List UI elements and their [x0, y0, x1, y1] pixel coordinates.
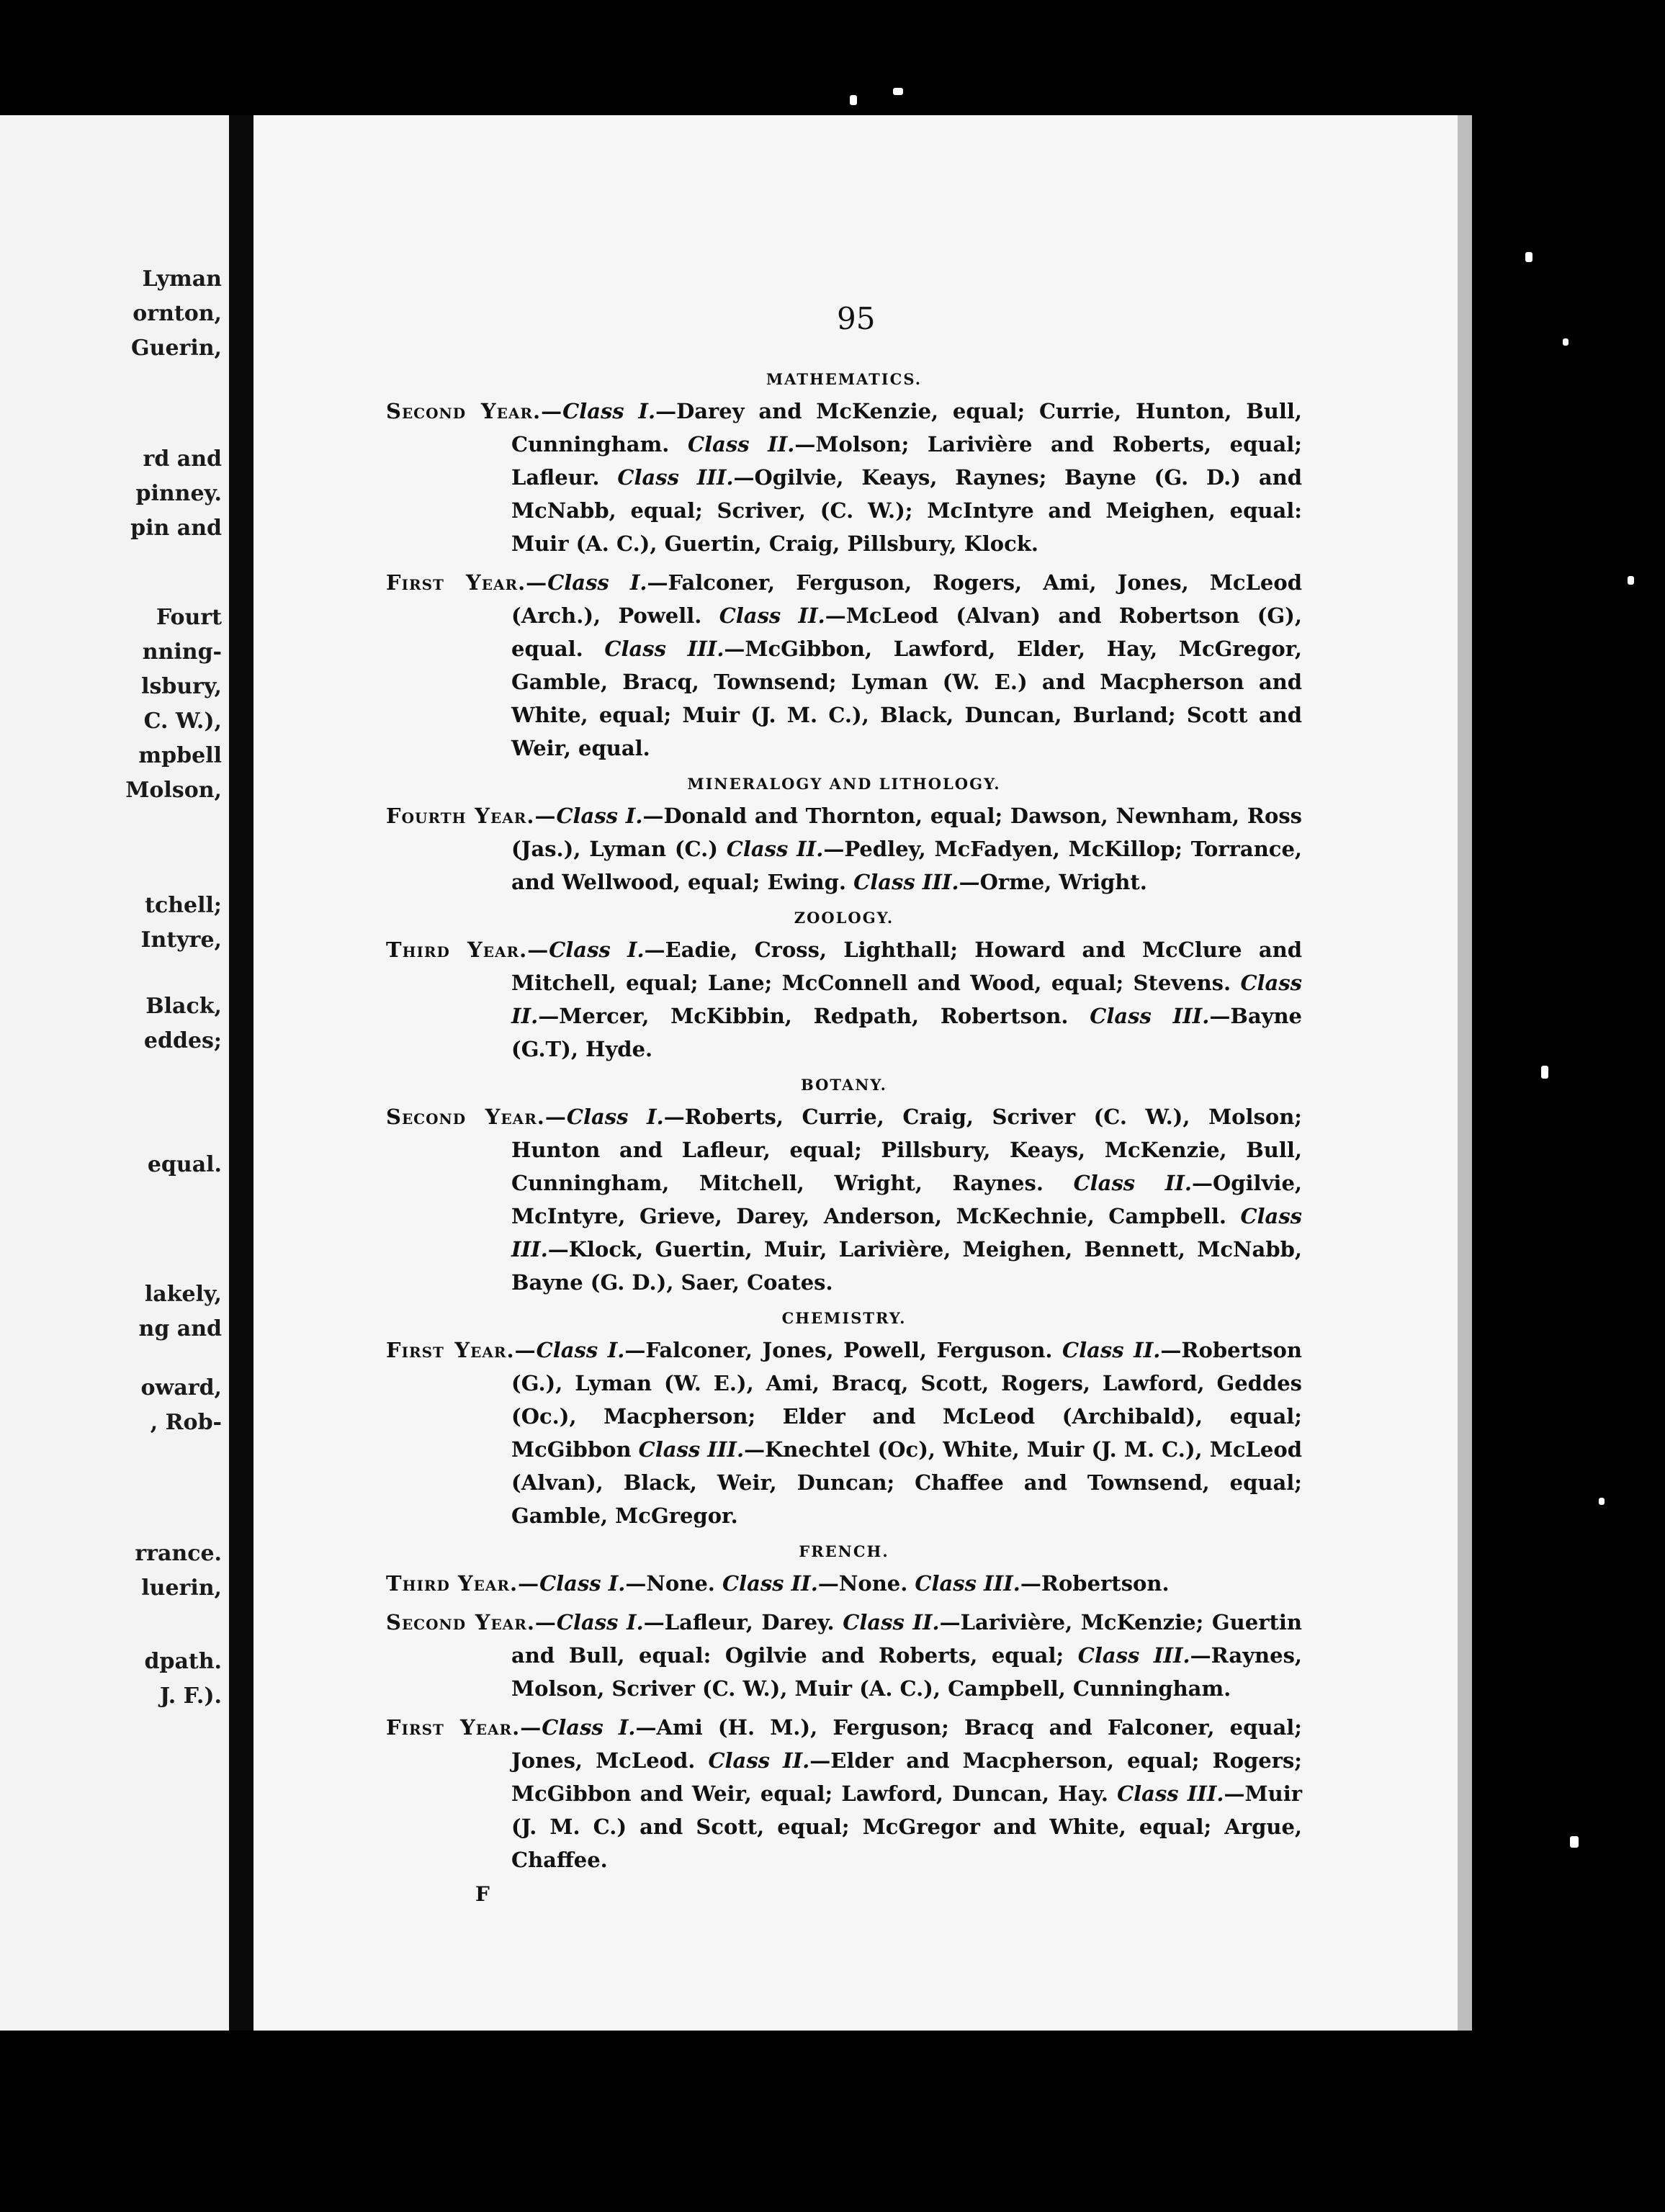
name-list: —Donald and Thornton, equal; Dawson, Newnham, Ross (Jas.), Lyman (C.) — [511, 804, 1302, 861]
left-page-fragment: oward, — [140, 1375, 222, 1401]
class-label: Class III. — [604, 637, 724, 661]
year-entry — [386, 799, 1302, 899]
class-label: Class III. — [1117, 1781, 1224, 1806]
left-page-fragment: lsbury, — [141, 674, 222, 699]
page-number: 95 — [837, 301, 876, 336]
year-label: Second Year.— — [386, 399, 563, 423]
class-label: Class I. — [549, 938, 645, 962]
dust-speck — [1628, 576, 1634, 585]
name-list: —Darey and McKenzie, equal; Currie, Hunton, Bull, Cunningham. — [511, 399, 1302, 457]
name-list: —None. — [817, 1571, 915, 1596]
year-label: First Year.— — [386, 570, 548, 595]
class-label: Class I. — [556, 804, 643, 828]
name-list: —Raynes, Molson, Scriver (C. W.), Muir (A. C.), Campbell, Cunningham. — [511, 1643, 1302, 1701]
class-label: Class I. — [566, 1105, 664, 1129]
class-label: Class III. — [853, 870, 959, 894]
name-list: —Elder and Macpherson, equal; Rogers; McGibbon and Weir, equal; Lawford, Duncan, Hay. — [511, 1748, 1302, 1806]
year-entry — [386, 1606, 1302, 1705]
name-list: —Bayne (G.T), Hyde. — [511, 1004, 1302, 1061]
class-label: Class II. — [687, 432, 795, 457]
year-entry — [386, 1334, 1302, 1532]
dust-speck — [1570, 1836, 1579, 1848]
left-page-fragment: Lyman — [142, 266, 222, 292]
class-label: Class I. — [539, 1571, 626, 1596]
left-page-fragment: Guerin, — [131, 336, 222, 361]
name-list: —Falconer, Ferguson, Rogers, Ami, Jones, McLeod (Arch.), Powell. — [511, 570, 1302, 628]
section-heading: FRENCH. — [799, 1542, 889, 1560]
class-label: Class II. — [1073, 1171, 1192, 1195]
left-page-fragment: Intyre, — [140, 927, 222, 953]
left-page-fragment: Fourt — [156, 605, 222, 630]
name-list: —Orme, Wright. — [959, 870, 1147, 894]
name-list: —McGibbon, Lawford, Elder, Hay, McGregor, Gamble, Bracq, Townsend; Lyman (W. E.) and Macpherson and White, equal; Muir (J. M. C.), Black, Duncan, Burland; Scott and Weir, equal. — [511, 637, 1302, 760]
year-label: Second Year.— — [386, 1105, 567, 1129]
class-label: Class II. — [726, 837, 824, 861]
year-entry — [386, 566, 1302, 765]
left-page-fragment: pin and — [130, 516, 222, 541]
dust-speck — [850, 95, 857, 105]
class-label: Class III. — [511, 1204, 1302, 1262]
left-page-edge — [0, 115, 229, 2031]
page-edge — [1458, 115, 1472, 2031]
left-page-fragment: J. F.). — [159, 1683, 222, 1709]
dust-speck — [1563, 338, 1568, 346]
year-label: First Year.— — [386, 1715, 542, 1740]
name-list: —Robertson. — [1020, 1571, 1170, 1596]
section-heading: MINERALOGY AND LITHOLOGY. — [687, 775, 1001, 793]
year-label: Third Year.— — [386, 1571, 540, 1596]
dust-speck — [893, 88, 903, 95]
name-list: —None. — [625, 1571, 722, 1596]
name-list: —Ogilvie, McIntyre, Grieve, Darey, Anderson, McKechnie, Campbell. — [511, 1171, 1302, 1228]
class-label: Class II. — [1062, 1338, 1161, 1362]
left-page-fragment: rd and — [143, 446, 222, 472]
class-label: Class III. — [617, 465, 734, 490]
year-entry — [386, 1567, 1302, 1600]
class-label: Class II. — [708, 1748, 810, 1773]
dust-speck — [1599, 1498, 1605, 1505]
year-label: Second Year.— — [386, 1610, 557, 1635]
page-body — [386, 363, 1302, 1882]
left-page-fragment: rrance. — [135, 1541, 222, 1566]
left-page-fragment: , Rob- — [150, 1410, 222, 1435]
name-list: —Larivière, McKenzie; Guertin and Bull, equal: Ogilvie and Roberts, equal; — [511, 1610, 1302, 1668]
name-list: —Pedley, McFadyen, McKillop; Torrance, and Wellwood, equal; Ewing. — [511, 837, 1302, 894]
signature-mark: F — [475, 1882, 490, 1906]
class-label: Class III. — [1077, 1643, 1190, 1668]
name-list: —Mercer, McKibbin, Redpath, Robertson. — [538, 1004, 1090, 1028]
class-label: Class II. — [722, 1571, 818, 1596]
name-list: —Klock, Guertin, Muir, Larivière, Meighen, Bennett, McNabb, Bayne (G. D.), Saer, Coates. — [511, 1237, 1302, 1295]
name-list: —Roberts, Currie, Craig, Scriver (C. W.), Molson; Hunton and Lafleur, equal; Pillsbury, Keays, McKenzie, Bull, Cunningham, Mitchell, Wright, Raynes. — [511, 1105, 1302, 1195]
year-label: Third Year.— — [386, 938, 549, 962]
left-page-fragment: Black, — [145, 994, 222, 1019]
year-label: First Year.— — [386, 1338, 537, 1362]
left-page-fragment: dpath. — [144, 1649, 222, 1674]
name-list: —Eadie, Cross, Lighthall; Howard and McClure and Mitchell, equal; Lane; McConnell and Wood, equal; Stevens. — [511, 938, 1302, 995]
year-entry — [386, 395, 1302, 560]
left-page-fragment: C. W.), — [143, 709, 222, 734]
name-list: —Robertson (G.), Lyman (W. E.), Ami, Bracq, Scott, Rogers, Lawford, Geddes (Oc.), Macpherson; Elder and McLeod (Archibald), equal; McGibbon — [511, 1338, 1302, 1462]
class-label: Class I. — [536, 1338, 625, 1362]
class-label: Class II. — [843, 1610, 940, 1635]
year-label: Fourth Year.— — [386, 804, 557, 828]
dust-speck — [1541, 1066, 1548, 1079]
class-label: Class II. — [511, 971, 1302, 1028]
left-page-fragment: lakely, — [144, 1282, 222, 1307]
section-heading: MATHEMATICS. — [766, 370, 923, 388]
left-page-fragment: equal. — [147, 1152, 222, 1177]
class-label: Class I. — [547, 570, 647, 595]
class-label: Class III. — [638, 1437, 745, 1462]
left-page-fragment: nning- — [142, 639, 222, 665]
year-entry — [386, 933, 1302, 1066]
name-list: —Falconer, Jones, Powell, Ferguson. — [624, 1338, 1063, 1362]
name-list: —McLeod (Alvan) and Robertson (G), equal. — [511, 603, 1303, 661]
dust-speck — [1525, 252, 1532, 262]
class-label: Class II. — [719, 603, 825, 628]
left-page-fragment: tchell; — [145, 893, 222, 918]
name-list: —Ogilvie, Keays, Raynes; Bayne (G. D.) and McNabb, equal; Scriver, (C. W.); McIntyre and Meighen, equal: Muir (A. C.), Guertin, Craig, Pillsbury, Klock. — [511, 465, 1302, 556]
left-page-fragment: luerin, — [141, 1575, 222, 1601]
left-page-fragment: mpbell — [138, 743, 222, 768]
class-label: Class I. — [542, 1715, 636, 1740]
class-label: Class III. — [915, 1571, 1020, 1596]
class-label: Class I. — [562, 399, 656, 423]
class-label: Class I. — [556, 1610, 644, 1635]
book-gutter — [229, 115, 253, 2031]
name-list: —Knechtel (Oc), White, Muir (J. M. C.), McLeod (Alvan), Black, Weir, Duncan; Chaffee and Townsend, equal; Gamble, McGregor. — [511, 1437, 1302, 1528]
name-list: —Molson; Larivière and Roberts, equal; Lafleur. — [511, 432, 1303, 490]
left-page-fragment: ng and — [138, 1316, 222, 1341]
section-heading: BOTANY. — [801, 1076, 887, 1094]
left-page-fragment: ornton, — [133, 301, 222, 326]
section-heading: ZOOLOGY. — [794, 909, 894, 927]
left-page-fragment: Molson, — [125, 778, 222, 803]
class-label: Class III. — [1090, 1004, 1210, 1028]
section-heading: CHEMISTRY. — [781, 1309, 907, 1327]
name-list: —Muir (J. M. C.) and Scott, equal; McGregor and White, equal; Argue, Chaffee. — [511, 1781, 1303, 1872]
left-page-fragment: eddes; — [143, 1028, 222, 1053]
name-list: —Lafleur, Darey. — [643, 1610, 843, 1635]
year-entry — [386, 1100, 1302, 1299]
name-list: —Ami (H. M.), Ferguson; Bracq and Falconer, equal; Jones, McLeod. — [511, 1715, 1302, 1773]
year-entry — [386, 1711, 1302, 1876]
left-page-fragment: pinney. — [135, 481, 222, 506]
